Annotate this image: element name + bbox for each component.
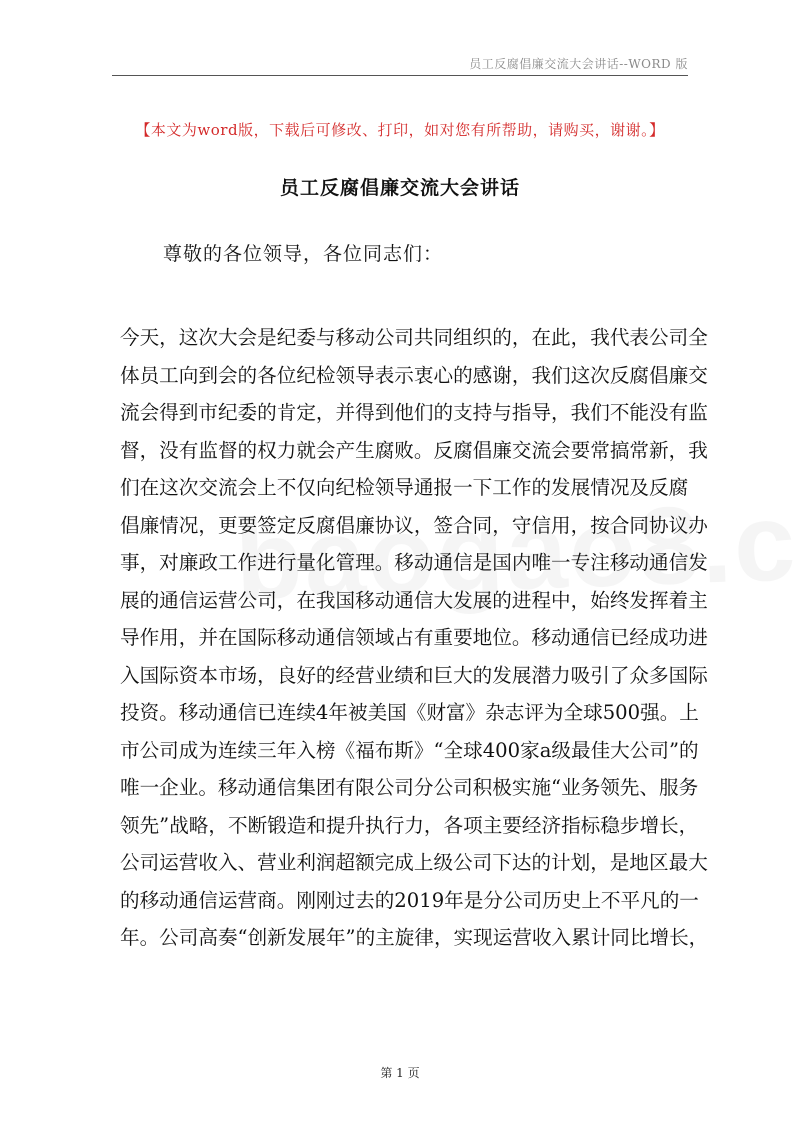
header-divider (112, 75, 688, 76)
body-line: 导作用，并在国际移动通信领域占有重要地位。移动通信已经成功进 (120, 626, 708, 649)
body-line: 年。公司高奏“创新发展年”的主旋律，实现运营收入累计同比增长， (120, 926, 709, 949)
body-line: 们在这次交流会上不仅向纪检领导通报一下工作的发展情况及反腐 (120, 476, 689, 499)
body-line: 倡廉情况，更要签定反腐倡廉协议，签合同，守信用，按合同协议办 (120, 513, 708, 537)
salutation: 尊敬的各位领导，各位同志们： (163, 243, 444, 265)
body-line: 入国际资本市场，良好的经营业绩和巨大的发展潜力吸引了众多国际 (120, 663, 708, 687)
body-line: 公司运营收入、营业利润超额完成上级公司下达的计划，是地区最大 (120, 851, 708, 874)
body-line: 市公司成为连续三年入榜《福布斯》“全球400家a级最佳大公司”的 (120, 738, 699, 762)
body-line: 流会得到市纪委的肯定，并得到他们的支持与指导，我们不能没有监 (120, 401, 708, 424)
body-line: 今天，这次大会是纪委与移动公司共同组织的，在此，我代表公司全 (120, 326, 708, 349)
body-line: 展的通信运营公司，在我国移动通信大发展的进程中，始终发挥着主 (120, 588, 708, 612)
page-number: 第 1 页 (380, 1066, 420, 1080)
body-line: 唯一企业。移动通信集团有限公司分公司积极实施“业务领先、服务 (120, 776, 699, 799)
body-line: 投资。移动通信已连续4年被美国《财富》杂志评为全球500强。上 (120, 701, 699, 724)
body-line: 督，没有监督的权力就会产生腐败。反腐倡廉交流会要常搞常新，我 (120, 438, 708, 462)
body-line: 体员工向到会的各位纪检领导表示衷心的感谢，我们这次反腐倡廉交 (120, 363, 708, 387)
running-header: 员工反腐倡廉交流大会讲话--WORD 版 (469, 57, 688, 71)
body-paragraph (120, 319, 709, 957)
body-line: 事，对廉政工作进行量化管理。移动通信是国内唯一专注移动通信发 (120, 551, 708, 574)
download-notice: 【本文为word版，下载后可修改、打印，如对您有所帮助，请购买，谢谢。】 (135, 121, 665, 139)
body-line: 的移动通信运营商。刚刚过去的2019年是分公司历史上不平凡的一 (120, 888, 699, 912)
document-title: 员工反腐倡廉交流大会讲话 (279, 177, 520, 199)
body-line: 领先”战略，不断锻造和提升执行力，各项主要经济指标稳步增长， (120, 813, 699, 837)
